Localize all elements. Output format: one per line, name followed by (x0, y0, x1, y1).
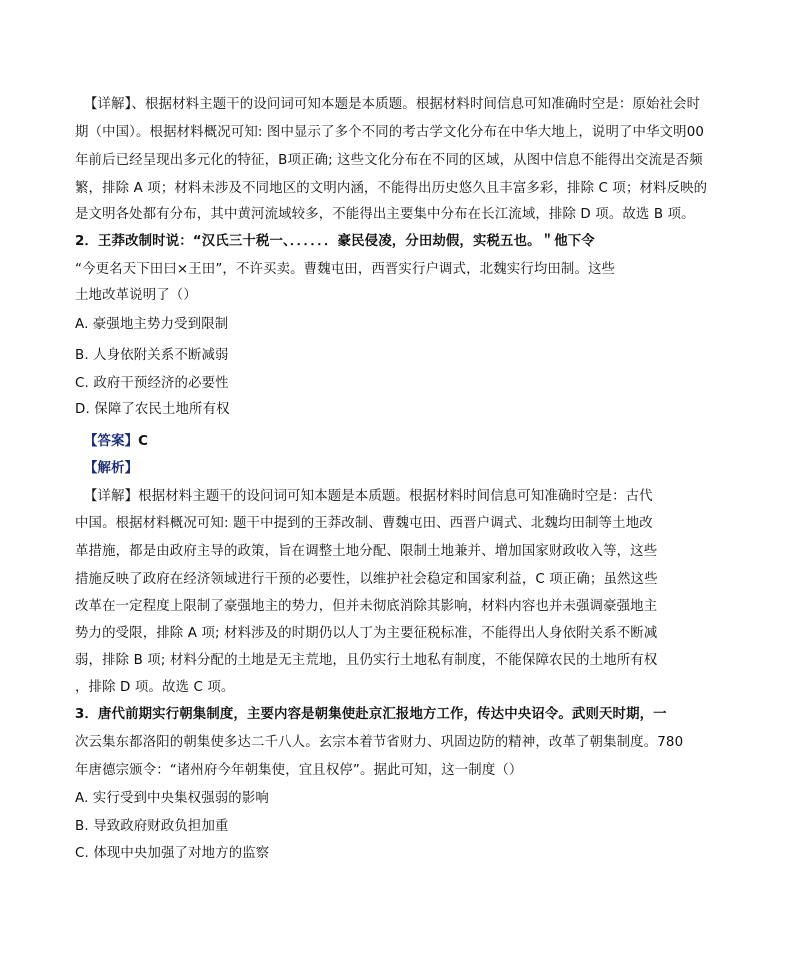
detail-line: 措施反映了政府在经济领域进行干预的必要性，以维护社会稳定和国家利益，C 项正确；虽然这些 (75, 572, 658, 587)
question-3-stem: 3．唐代前期实行朝集制度，主要内容是朝集使赴京汇报地方工作，传达中央诏令。武则天时期，一 (75, 707, 667, 722)
option-b: B. 人身依附关系不断减弱 (75, 348, 229, 363)
detail-paragraph-line: 年前后已经呈现出多元化的特征，B项正确; 这些文化分布在不同的区域，从图中信息不能得出交流是否频 (75, 153, 703, 168)
option-c: C. 体现中央加强了对地方的监察 (75, 846, 270, 861)
detail-paragraph-line: 繁，排除 A 项；材料未涉及不同地区的文明内涵，不能得出历史悠久且丰富多彩，排除 C 项；材料反映的 (75, 181, 708, 196)
answer-value: C (138, 434, 149, 449)
detail-line: 弱，排除 B 项; 材料分配的土地是无主荒地，且仍实行土地私有制度，不能保障农民的土地所有权 (75, 653, 658, 668)
option-b: B. 导致政府财政负担加重 (75, 819, 229, 834)
answer-line (84, 433, 148, 451)
answer-tag: 【答案】 (84, 434, 139, 449)
option-a: A. 豪强地主势力受到限制 (75, 317, 229, 332)
detail-line: 中国。根据材料概况可知: 题干中提到的王莽改制、曹魏屯田、西晋户调式、北魏均田制等土地改 (75, 516, 653, 531)
option-c: C. 政府干预经济的必要性 (75, 376, 229, 391)
question-2-stem: “今更名天下田曰×王田”，不许买卖。曹魏屯田，西晋实行户调式，北魏实行均田制。这些 (75, 262, 616, 277)
detail-paragraph-line: 是文明各处都有分布，其中黄河流域较多，不能得出主要集中分布在长江流域，排除 D 项。故选 B 项。 (75, 207, 695, 222)
option-d: D. 保障了农民土地所有权 (75, 402, 230, 417)
question-3-stem: 年唐德宗颁令：“诸州府今年朝集使，宜且权停”。据此可知，这一制度（） (75, 763, 523, 778)
question-3-stem: 次云集东都洛阳的朝集使多达二千八人。玄宗本着节省财力、巩固边防的精神，改革了朝集制度。780 (75, 735, 684, 750)
option-a: A. 实行受到中央集权强弱的影响 (75, 791, 269, 806)
question-2-stem: 土地改革说明了（） (75, 288, 197, 303)
detail-line: 【详解】根据材料主题干的设问词可知本题是本质题。根据材料时间信息可知准确时空是：古代 (84, 489, 653, 504)
analysis-line (84, 460, 138, 478)
question-2-stem: 2．王莽改制时说：“汉氏三十税一、．．．．．．豪民侵凌，分田劫假，实税五也。＂他下令 (75, 234, 595, 249)
analysis-tag: 【解析】 (84, 461, 139, 476)
detail-paragraph-line: 期（中国）。根据材料概况可知: 图中显示了多个不同的考古学文化分布在中华大地上，说明了中华文明00 (75, 125, 705, 140)
detail-line: 势力的受限，排除 A 项; 材料涉及的时期仍以人丁为主要征税标准，不能得出人身依附关系不断减 (75, 626, 658, 641)
detail-line: 改革在一定程度上限制了豪强地主的势力，但并未彻底消除其影响，材料内容也并未强调豪强地主 (75, 599, 658, 614)
detail-line: ，排除 D 项。故选 C 项。 (75, 680, 235, 695)
detail-paragraph-line: 【详解】、根据材料主题干的设问词可知本题是本质题。根据材料时间信息可知准确时空是：原始社会时 (84, 97, 701, 112)
detail-line: 革措施，都是由政府主导的政策，旨在调整土地分配、限制土地兼并、增加国家财政收入等，这些 (75, 544, 658, 559)
